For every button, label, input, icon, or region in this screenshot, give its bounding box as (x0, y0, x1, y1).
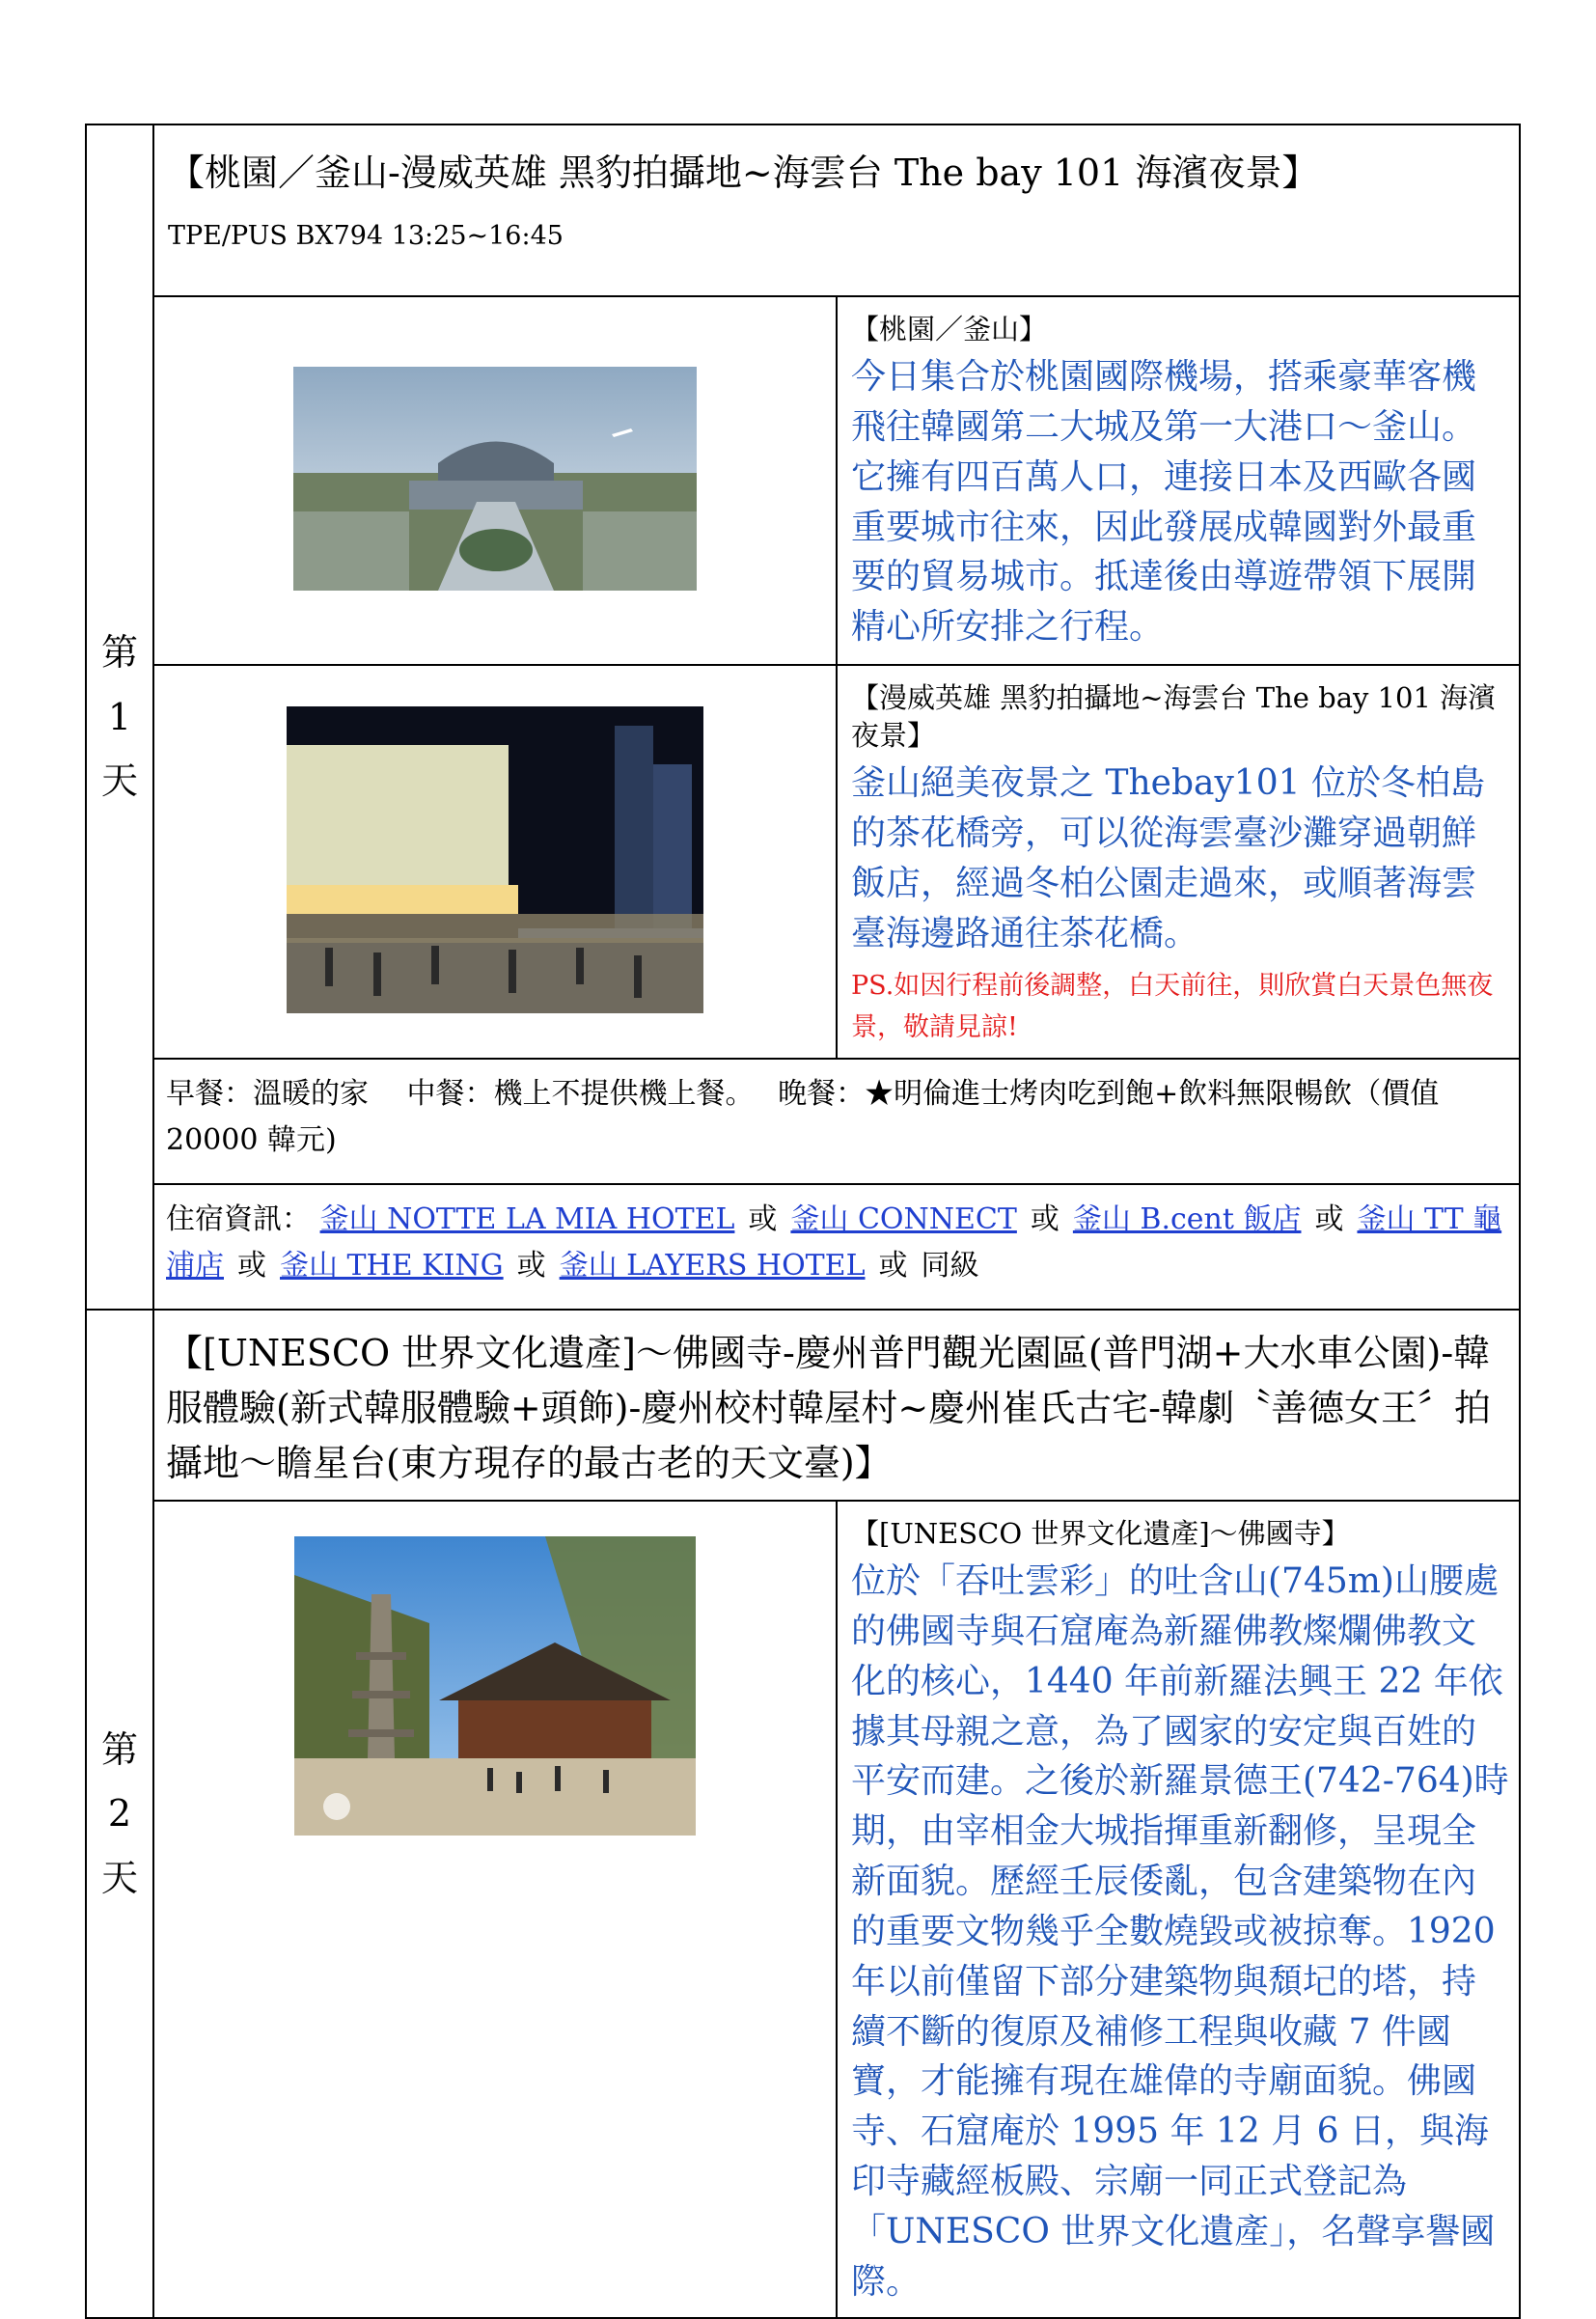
night-view-photo-cell (153, 665, 837, 1059)
temple-photo (294, 1536, 696, 1836)
temple-photo-cell (153, 1501, 837, 2318)
day-2-title-cell (153, 1310, 1520, 1501)
hotel-link[interactable]: 釜山 CONNECT (790, 1201, 1017, 1236)
flight-info: TPE/PUS BX794 13:25~16:45 (168, 221, 564, 252)
meals-info (153, 1059, 1520, 1184)
hotel-tail: 同級 (921, 1248, 979, 1283)
day-1-section-1 (837, 296, 1520, 665)
day-1-label: 第 1 天 (86, 124, 153, 1310)
day-2-label: 第 2 天 (86, 1310, 153, 2318)
section-heading: 【漫威英雄 黑豹拍攝地~海雲台 The bay 101 海濱夜景】 (851, 681, 1497, 753)
section-body: 釜山絕美夜景之 Thebay101 位於冬柏島的茶花橋旁，可以從海雲臺沙灘穿過朝鮮飯店，經過冬柏公園走過來，或順著海雲臺海邊路通往茶花橋。 (851, 763, 1485, 953)
hotel-link[interactable]: 釜山 TT 龜浦店 (166, 1201, 1502, 1283)
section-body: 位於「吞吐雲彩」的吐含山(745m)山腰處的佛國寺與石窟庵為新羅佛教燦爛佛教文化的核心，1440 年前新羅法興王 22 年依據其母親之意，為了國家的安定與百姓的平安而建。之後於新羅景德王(742-764)時期，由宰相金大城指揮重新翻修，呈現全新面貌。歷經壬辰倭亂，包含建築物在內的重要文物幾乎全數燒毀或被掠奪。1920 年以前僅留下部分建築物與頹圮的塔，持續不斷的復原及補修工程與收藏 7 件國寶，才能擁有現在雄偉的寺廟面貌。佛國寺、石窟庵於 1995 年 12 月 6 日，與海印寺藏經板殿、宗廟一同正式登記為「UNESCO 世界文化遺產」，名聲享譽國際。 (851, 1561, 1509, 2302)
itinerary-table (85, 124, 1521, 2319)
night-view-photo (287, 706, 703, 1013)
day-1-title-cell (153, 124, 1520, 296)
hotel-link[interactable]: 釜山 B.cent 飯店 (1072, 1201, 1302, 1236)
hotel-label: 住宿資訊： (166, 1201, 311, 1236)
hotel-link[interactable]: 釜山 NOTTE LA MIA HOTEL (319, 1201, 735, 1236)
section-heading: 【桃園／釜山】 (851, 313, 1048, 345)
hotel-info: 住宿資訊： 釜山 NOTTE LA MIA HOTEL 或 釜山 CONNECT 或 釜山 B.cent 飯店 或 釜山 TT 龜浦店 或 釜山 THE KING 或 釜山 LAYERS HOTEL 或 同級 (153, 1184, 1520, 1310)
day-1-section-2 (837, 665, 1520, 1059)
hotel-link[interactable]: 釜山 THE KING (280, 1248, 504, 1283)
section-heading: 【[UNESCO 世界文化遺產]～佛國寺】 (851, 1516, 1350, 1550)
hotel-link[interactable]: 釜山 LAYERS HOTEL (559, 1248, 866, 1283)
day-1-title: 【桃園／釜山-漫威英雄 黑豹拍攝地~海雲台 The bay 101 海濱夜景】 (168, 152, 1319, 194)
airport-photo (293, 367, 697, 591)
section-note: PS.如因行程前後調整，白天前往，則欣賞白天景色無夜景，敬請見諒! (851, 970, 1494, 1042)
day-2-title: 【[UNESCO 世界文化遺產]～佛國寺-慶州普門觀光園區(普門湖+大水車公園)-韓服體驗(新式韓服體驗+頭飾)-慶州校村韓屋村~慶州崔氏古宅-韓劇〝善德女王〞拍攝地～瞻星台(東方現存的最古老的天文臺)】 (166, 1331, 1492, 1484)
day-2-section-1 (837, 1501, 1520, 2318)
airport-photo-cell (153, 296, 837, 665)
meals-text: 早餐：溫暖的家 中餐：機上不提供機上餐。 晚餐：★明倫進士烤肉吃到飽+飲料無限暢飲（價值 20000 韓元) (166, 1076, 1440, 1157)
section-body: 今日集合於桃園國際機場，搭乘豪華客機飛往韓國第二大城及第一大港口～釜山。它擁有四百萬人口，連接日本及西歐各國重要城市往來，因此發展成韓國對外最重要的貿易城市。抵達後由導遊帶領下展開精心所安排之行程。 (851, 357, 1477, 648)
itinerary-page (85, 124, 1521, 2302)
